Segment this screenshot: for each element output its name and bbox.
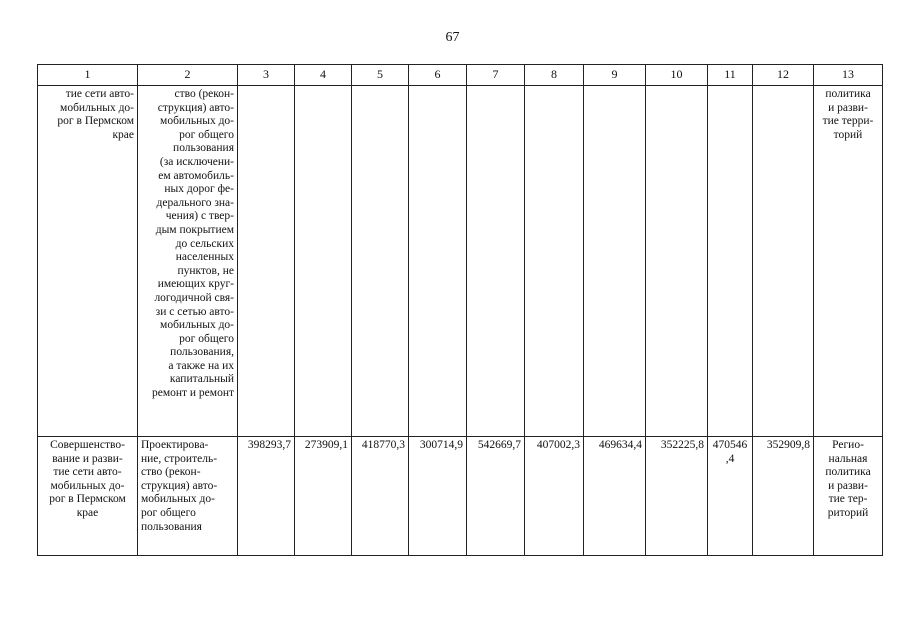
column-header: 12 — [753, 65, 814, 86]
cell-event-name: Проектирова- ние, строитель- ство (рекон- струкция) авто- мобильных до- рог общего пользования — [138, 437, 238, 556]
cell-empty — [525, 86, 584, 437]
column-header: 6 — [409, 65, 467, 86]
cell-empty — [238, 86, 295, 437]
cell-responsible: политика и разви- тие терри- торий — [814, 86, 883, 437]
column-header: 11 — [708, 65, 753, 86]
cell-empty — [409, 86, 467, 437]
cell-value: 352909,8 — [753, 437, 814, 556]
table-row-continued — [38, 86, 883, 437]
cell-value: 542669,7 — [467, 437, 525, 556]
cell-empty — [467, 86, 525, 437]
column-header: 7 — [467, 65, 525, 86]
header-row — [38, 65, 883, 86]
cell-event-name: ство (рекон- струкция) авто- мобильных до- рог общего пользования (за исключени- ем автомобиль- ных дорог фе- дерального зна- чения) с твер- дым покрытием до сельских населенных пунктов, не имеющих круг- логодичной свя- зи с сетью авто- мобильных до- рог общего пользования, а также на их капитальный ремонт и ремонт — [138, 86, 238, 437]
page-number: 67 — [445, 30, 460, 45]
cell-value: 407002,3 — [525, 437, 584, 556]
cell-value: 470546 ,4 — [708, 437, 753, 556]
cell-empty — [708, 86, 753, 437]
column-header: 13 — [814, 65, 883, 86]
column-header: 2 — [138, 65, 238, 86]
cell-responsible: Регио- нальная политика и разви- тие тер- риторий — [814, 437, 883, 556]
column-header: 8 — [525, 65, 584, 86]
cell-value: 398293,7 — [238, 437, 295, 556]
cell-value: 273909,1 — [295, 437, 352, 556]
cell-task-name: тие сети авто- мобильных до- рог в Пермском крае — [38, 86, 138, 437]
table-row — [38, 437, 883, 556]
cell-empty — [584, 86, 646, 437]
cell-value: 352225,8 — [646, 437, 708, 556]
cell-empty — [646, 86, 708, 437]
cell-empty — [295, 86, 352, 437]
cell-empty — [352, 86, 409, 437]
column-header: 1 — [38, 65, 138, 86]
program-table — [37, 64, 883, 556]
cell-value: 469634,4 — [584, 437, 646, 556]
cell-value: 418770,3 — [352, 437, 409, 556]
cell-value: 300714,9 — [409, 437, 467, 556]
column-header: 9 — [584, 65, 646, 86]
column-header: 10 — [646, 65, 708, 86]
cell-task-name: Совершенство- вание и разви- тие сети авто- мобильных до- рог в Пермском крае — [38, 437, 138, 556]
column-header: 4 — [295, 65, 352, 86]
column-header: 3 — [238, 65, 295, 86]
column-header: 5 — [352, 65, 409, 86]
cell-empty — [753, 86, 814, 437]
